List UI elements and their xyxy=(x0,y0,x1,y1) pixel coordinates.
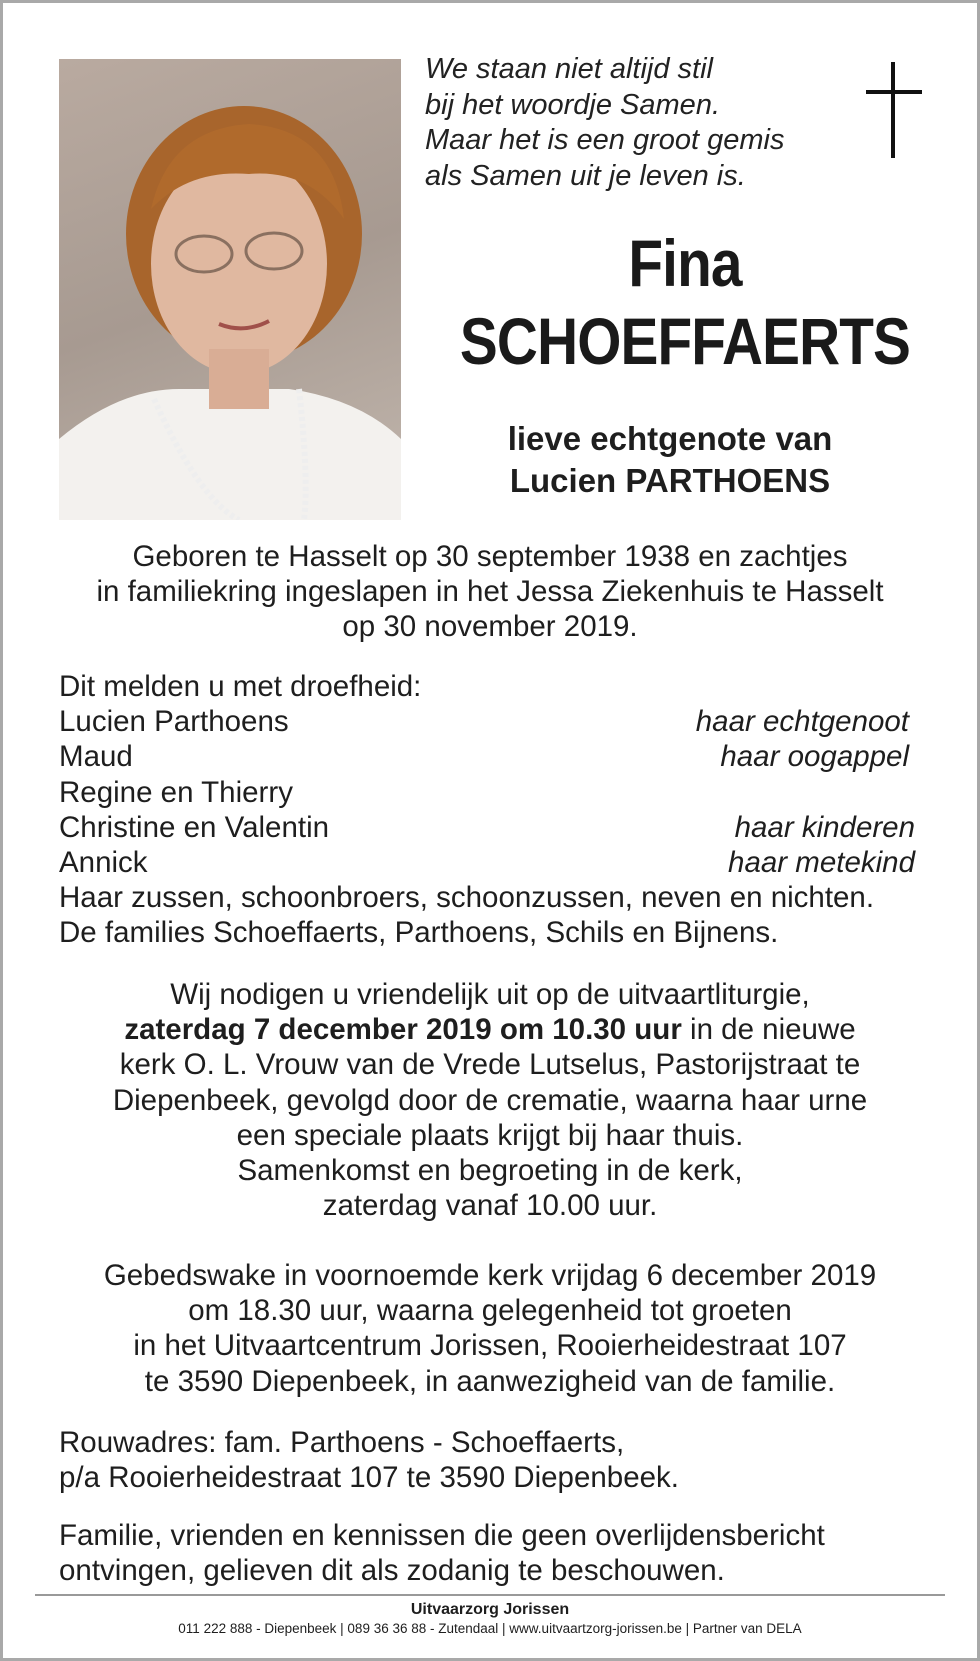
text-line: in familiekring ingeslapen in het Jessa Ziekenhuis te Hasselt xyxy=(96,575,884,609)
text-line: Samenkomst en begroeting in de kerk, xyxy=(237,1154,743,1188)
spouse-info xyxy=(440,418,900,502)
last-name: SCHOEFFAERTS xyxy=(459,304,911,378)
text-line: Gebedswake in voornoemde kerk vrijdag 6 december 2019 xyxy=(103,1259,877,1292)
poem-line: bij het woordje Samen. xyxy=(425,88,720,121)
portrait-photo xyxy=(59,59,401,520)
footer-company: Uitvaarzorg Jorissen xyxy=(410,1601,570,1618)
poem xyxy=(425,52,784,194)
announce-intro: Dit melden u met droefheid: xyxy=(59,670,422,703)
spouse-name: Lucien PARTHOENS xyxy=(509,462,831,499)
text-line: een speciale plaats krijgt bij haar thuis. xyxy=(236,1118,744,1152)
family-name: Maud xyxy=(59,740,133,774)
family-relation: haar oogappel xyxy=(720,740,909,774)
address-info xyxy=(59,1425,921,1495)
family-row xyxy=(59,739,921,774)
family-name: Lucien Parthoens xyxy=(59,705,289,739)
birth-death-info xyxy=(59,539,921,645)
funeral-info xyxy=(59,977,921,1223)
text-line: Rouwadres: fam. Parthoens - Schoeffaerts, xyxy=(59,1426,625,1459)
footer-divider xyxy=(35,1594,945,1596)
text-line: te 3590 Diepenbeek, in aanwezigheid van de familie. xyxy=(144,1364,836,1398)
family-relation: haar metekind xyxy=(728,846,915,880)
family-row xyxy=(59,775,921,810)
spouse-line: lieve echtgenote van xyxy=(507,420,833,457)
text-line xyxy=(59,1012,921,1047)
family-row xyxy=(59,810,921,845)
footer-contact: 011 222 888 - Diepenbeek | 089 36 36 88 - Zutendaal | www.uitvaartzorg-jorissen.be | Partner van DELA xyxy=(178,1621,802,1636)
text-line: Wij nodigen u vriendelijk uit op de uitvaartliturgie, xyxy=(170,978,810,1011)
family-name: Annick xyxy=(59,846,148,880)
closing-note xyxy=(59,1518,921,1588)
family-name: Regine en Thierry xyxy=(59,775,293,809)
family-relation xyxy=(915,775,921,810)
text-line: om 18.30 uur, waarna gelegenheid tot groeten xyxy=(188,1294,792,1328)
family-relation: haar kinderen xyxy=(734,810,915,844)
text-fragment: in de nieuwe xyxy=(681,1013,856,1047)
wake-info xyxy=(59,1258,921,1399)
first-name: Fina xyxy=(628,226,742,300)
text-line: De families Schoeffaerts, Parthoens, Schils en Bijnens. xyxy=(59,916,779,950)
text-line: Haar zussen, schoonbroers, schoonzussen, neven en nichten. xyxy=(59,881,875,915)
text-line: Geboren te Hasselt op 30 september 1938 en zachtjes xyxy=(132,540,848,573)
text-line: zaterdag vanaf 10.00 uur. xyxy=(322,1189,658,1223)
family-list xyxy=(59,669,921,951)
poem-line: als Samen uit je leven is. xyxy=(425,159,746,192)
poem-line: We staan niet altijd stil xyxy=(425,53,713,85)
cross-icon xyxy=(866,62,922,158)
text-line: in het Uitvaartcentrum Jorissen, Rooierheidestraat 107 xyxy=(133,1329,847,1363)
family-row xyxy=(59,845,921,880)
family-row xyxy=(59,704,921,739)
text-line: Diepenbeek, gevolgd door de crematie, waarna haar urne xyxy=(112,1083,868,1117)
family-name: Christine en Valentin xyxy=(59,810,330,844)
poem-line: Maar het is een groot gemis xyxy=(425,124,785,156)
funeral-date: zaterdag 7 december 2019 om 10.30 uur xyxy=(124,1013,682,1047)
text-line: Familie, vrienden en kennissen die geen overlijdensbericht xyxy=(59,1519,825,1552)
text-line: ontvingen, gelieven dit als zodanig te beschouwen. xyxy=(59,1554,725,1588)
text-line: p/a Rooierheidestraat 107 te 3590 Diepenbeek. xyxy=(59,1461,679,1495)
text-line: kerk O. L. Vrouw van de Vrede Lutselus, Pastorijstraat te xyxy=(119,1048,861,1082)
family-relation: haar echtgenoot xyxy=(695,705,909,739)
text-line: op 30 november 2019. xyxy=(342,610,638,644)
